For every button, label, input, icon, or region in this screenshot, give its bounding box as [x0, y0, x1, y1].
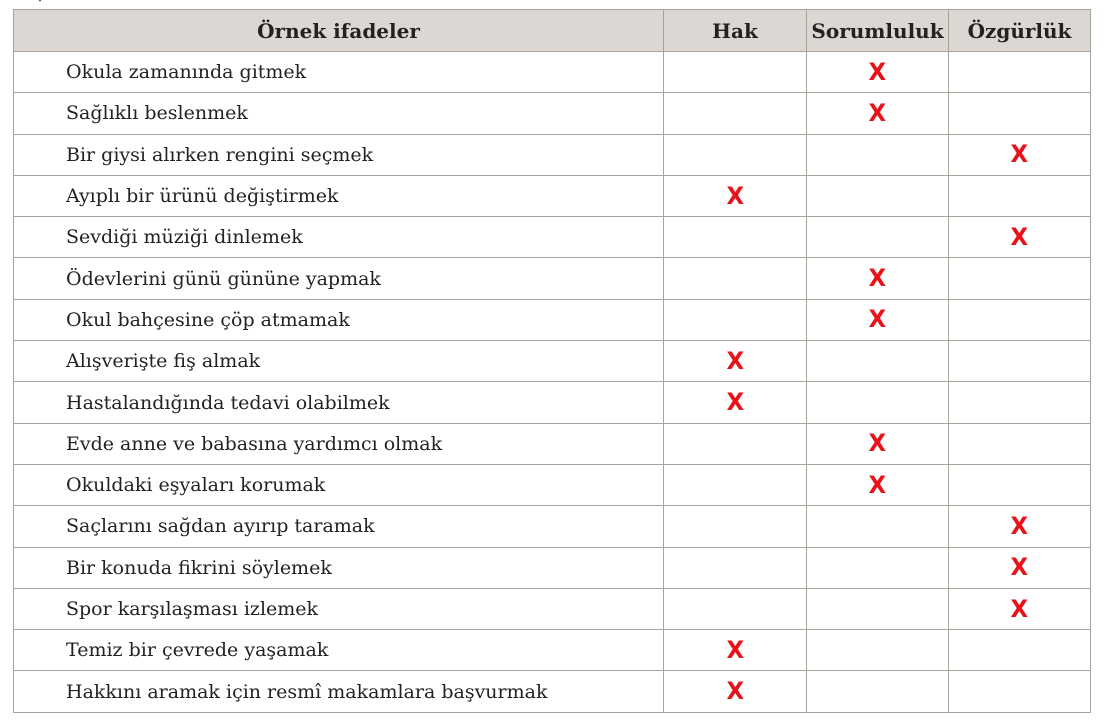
mark-cell-hak [664, 93, 807, 134]
mark-cell-sorumluluk [807, 464, 949, 505]
mark-cell-sorumluluk [807, 423, 949, 464]
mark-cell-ozgurluk [949, 382, 1091, 423]
header-row [14, 10, 1091, 52]
mark-cell-ozgurluk [949, 175, 1091, 216]
x-mark-icon: X [868, 264, 887, 293]
header-ozgurluk: Özgürlük [949, 10, 1091, 52]
table-row [14, 547, 1091, 588]
table-row [14, 506, 1091, 547]
table-row [14, 217, 1091, 258]
expression-cell: Spor karşılaşması izlemek [14, 588, 664, 629]
mark-cell-hak [664, 671, 807, 712]
x-mark-icon: X [726, 635, 744, 664]
mark-cell-hak [664, 299, 807, 340]
expression-cell: Temiz bir çevrede yaşamak [14, 630, 664, 671]
x-mark-icon: X [1010, 511, 1029, 540]
table-row [14, 175, 1091, 216]
mark-cell-sorumluluk [807, 299, 949, 340]
table-body [14, 52, 1091, 713]
mark-cell-sorumluluk [807, 134, 949, 175]
table-row [14, 258, 1091, 299]
x-mark-icon: X [726, 346, 744, 375]
x-mark-icon: X [868, 429, 887, 458]
mark-cell-ozgurluk [949, 464, 1091, 505]
expression-cell: Okuldaki eşyaları korumak [14, 464, 664, 505]
mark-cell-ozgurluk [949, 52, 1091, 93]
mark-cell-sorumluluk [807, 630, 949, 671]
table-row [14, 630, 1091, 671]
mark-cell-ozgurluk [949, 588, 1091, 629]
mark-cell-sorumluluk [807, 175, 949, 216]
expression-cell: Sevdiği müziği dinlemek [14, 217, 664, 258]
expression-cell: Okula zamanında gitmek [14, 52, 664, 93]
table-row [14, 299, 1091, 340]
mark-cell-ozgurluk [949, 134, 1091, 175]
table-row [14, 423, 1091, 464]
mark-cell-hak [664, 464, 807, 505]
mark-cell-ozgurluk [949, 341, 1091, 382]
x-mark-icon: X [1010, 594, 1029, 623]
x-mark-icon: X [1010, 553, 1029, 582]
x-mark-icon: X [1010, 222, 1029, 251]
mark-cell-hak [664, 588, 807, 629]
mark-cell-ozgurluk [949, 93, 1091, 134]
table-row [14, 382, 1091, 423]
mark-cell-sorumluluk [807, 52, 949, 93]
expression-cell: Bir konuda fikrini söylemek [14, 547, 664, 588]
mark-cell-ozgurluk [949, 671, 1091, 712]
mark-cell-hak [664, 258, 807, 299]
mark-cell-ozgurluk [949, 217, 1091, 258]
mark-cell-ozgurluk [949, 258, 1091, 299]
expression-cell: Ödevlerini günü gününe yapmak [14, 258, 664, 299]
header-hak: Hak [664, 10, 807, 52]
mark-cell-sorumluluk [807, 547, 949, 588]
x-mark-icon: X [868, 470, 887, 499]
expression-cell: Hastalandığında tedavi olabilmek [14, 382, 664, 423]
mark-cell-hak [664, 52, 807, 93]
mark-cell-hak [664, 217, 807, 258]
expression-cell: Hakkını aramak için resmî makamlara başvurmak [14, 671, 664, 712]
table-row [14, 134, 1091, 175]
expression-cell: Saçlarını sağdan ayırıp taramak [14, 506, 664, 547]
expression-cell: Ayıplı bir ürünü değiştirmek [14, 175, 664, 216]
mark-cell-hak [664, 423, 807, 464]
cropped-heading-fragment [12, 0, 52, 6]
mark-cell-sorumluluk [807, 258, 949, 299]
mark-cell-sorumluluk [807, 217, 949, 258]
mark-cell-hak [664, 175, 807, 216]
table-row [14, 588, 1091, 629]
x-mark-icon: X [868, 57, 887, 86]
header-expressions: Örnek ifadeler [14, 10, 664, 52]
mark-cell-sorumluluk [807, 382, 949, 423]
classification-table [13, 9, 1091, 713]
x-mark-icon: X [868, 305, 887, 334]
x-mark-icon: X [726, 181, 744, 210]
expression-cell: Alışverişte fiş almak [14, 341, 664, 382]
expression-cell: Evde anne ve babasına yardımcı olmak [14, 423, 664, 464]
mark-cell-hak [664, 506, 807, 547]
mark-cell-hak [664, 547, 807, 588]
mark-cell-sorumluluk [807, 588, 949, 629]
table-row [14, 52, 1091, 93]
expression-cell: Sağlıklı beslenmek [14, 93, 664, 134]
mark-cell-hak [664, 382, 807, 423]
mark-cell-sorumluluk [807, 506, 949, 547]
table-row [14, 464, 1091, 505]
table-row [14, 671, 1091, 712]
expression-cell: Bir giysi alırken rengini seçmek [14, 134, 664, 175]
mark-cell-ozgurluk [949, 547, 1091, 588]
table-row [14, 93, 1091, 134]
mark-cell-sorumluluk [807, 93, 949, 134]
mark-cell-hak [664, 134, 807, 175]
mark-cell-sorumluluk [807, 671, 949, 712]
x-mark-icon: X [1010, 140, 1029, 169]
expression-cell: Okul bahçesine çöp atmamak [14, 299, 664, 340]
header-sorumluluk: Sorumluluk [807, 10, 949, 52]
mark-cell-ozgurluk [949, 423, 1091, 464]
mark-cell-ozgurluk [949, 630, 1091, 671]
table-row [14, 341, 1091, 382]
mark-cell-sorumluluk [807, 341, 949, 382]
x-mark-icon: X [868, 98, 887, 127]
mark-cell-ozgurluk [949, 299, 1091, 340]
x-mark-icon: X [726, 388, 744, 417]
mark-cell-ozgurluk [949, 506, 1091, 547]
x-mark-icon: X [726, 677, 744, 706]
mark-cell-hak [664, 630, 807, 671]
mark-cell-hak [664, 341, 807, 382]
